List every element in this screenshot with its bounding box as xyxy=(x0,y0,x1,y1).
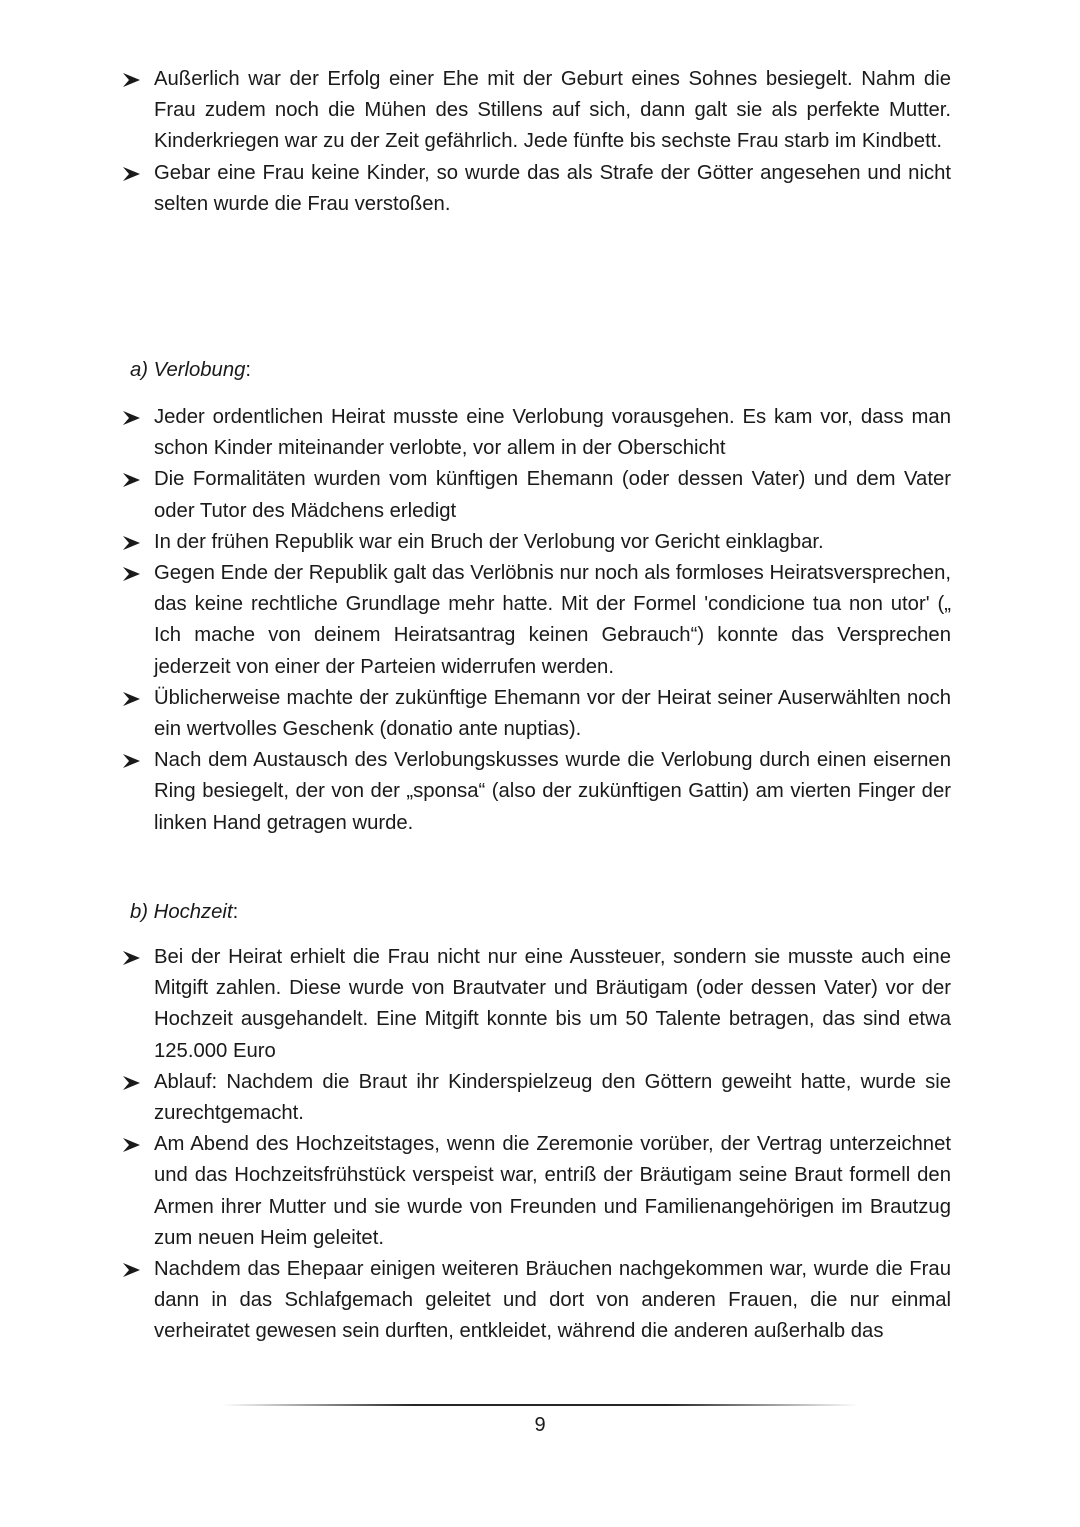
arrowhead-bullet-icon xyxy=(121,64,154,95)
list-item-text: Ablauf: Nachdem die Braut ihr Kinderspielzeug den Göttern geweiht hatte, wurde sie zurechtgemacht. xyxy=(154,1070,951,1125)
list-item-text: Außerlich war der Erfolg einer Ehe mit der Geburt eines Sohnes besiegelt. Nahm die Frau zudem noch die Mühen des Stillens auf sich, dann galt sie als perfekte Mutter. Kinderkriegen war zu der Zeit gefährlich. Jede fünfte bis sechste Frau starb im Kindbett. xyxy=(154,68,951,153)
list-item xyxy=(121,683,951,745)
list-item xyxy=(121,745,951,839)
list-item-text: Gegen Ende der Republik galt das Verlöbnis nur noch als formloses Heiratsversprechen, das keine rechtliche Grundlage mehr hatte. Mit der Formel 'condicione tua non utor' („ Ich mache von deinem Heiratsantrag keinen Gebrauch“) konnte das Versprechen jederzeit von einer der Parteien widerrufen werden. xyxy=(154,562,951,678)
list-item-text: Am Abend des Hochzeitstages, wenn die Zeremonie vorüber, der Vertrag unterzeichnet und das Hochzeitsfrühstück verspeist war, entriß der Bräutigam seine Braut formell den Armen ihrer Mutter und sie wurde von Freunden und Familienangehörigen im Brautzug zum neuen Heim geleitet. xyxy=(154,1133,951,1249)
list-item xyxy=(121,558,951,683)
list-item-text: In der frühen Republik war ein Bruch der Verlobung vor Gericht einklagbar. xyxy=(154,530,824,553)
list-item xyxy=(121,464,951,526)
list-item xyxy=(121,1129,951,1254)
list-item xyxy=(121,1067,951,1129)
list-item-text: Die Formalitäten wurden vom künftigen Ehemann (oder dessen Vater) und dem Vater oder Tutor des Mädchens erledigt xyxy=(154,468,951,522)
arrowhead-bullet-icon xyxy=(121,558,154,589)
arrowhead-bullet-icon xyxy=(121,745,154,776)
arrowhead-bullet-icon xyxy=(121,1067,154,1098)
verlobung-bullet-list xyxy=(121,402,951,839)
section-heading-label: b) Hochzeit xyxy=(130,901,233,923)
list-item xyxy=(121,64,951,158)
arrowhead-bullet-icon xyxy=(121,1129,154,1160)
arrowhead-bullet-icon xyxy=(121,402,154,433)
list-item xyxy=(121,527,951,558)
list-item-text: Jeder ordentlichen Heirat musste eine Verlobung vorausgehen. Es kam vor, dass man schon Kinder miteinander verlobte, vor allem in der Oberschicht xyxy=(154,406,951,460)
intro-bullet-list xyxy=(121,64,951,220)
section-heading-colon: : xyxy=(232,901,239,923)
section-heading-hochzeit xyxy=(130,897,238,928)
hochzeit-bullet-list xyxy=(121,942,951,1348)
section-heading-colon: : xyxy=(245,359,252,381)
page-number: 9 xyxy=(534,1414,546,1436)
list-item xyxy=(121,402,951,464)
footer-divider xyxy=(222,1404,858,1406)
list-item xyxy=(121,158,951,220)
list-item xyxy=(121,1254,951,1348)
arrowhead-bullet-icon xyxy=(121,527,154,558)
list-item-text: Nachdem das Ehepaar einigen weiteren Bräuchen nachgekommen war, wurde die Frau dann in das Schlafgemach geleitet und dort von anderen Frauen, die nur einmal verheiratet gewesen sein durften, entkleidet, während die anderen außerhalb das xyxy=(154,1258,951,1343)
list-item-text: Nach dem Austausch des Verlobungskusses wurde die Verlobung durch einen eisernen Ring besiegelt, der von der „sponsa“ (also der zukünftigen Gattin) am vierten Finger der linken Hand getragen wurde. xyxy=(154,749,951,834)
list-item-text: Üblicherweise machte der zukünftige Ehemann vor der Heirat seiner Auserwählten noch ein wertvolles Geschenk (donatio ante nuptias). xyxy=(154,686,951,741)
list-item-text: Bei der Heirat erhielt die Frau nicht nur eine Aussteuer, sondern sie musste auch eine Mitgift zahlen. Diese wurde von Brautvater und Bräutigam (oder dessen Vater) vor der Hochzeit ausgehandelt. Eine Mitgift konnte bis um 50 Talente betragen, das sind etwa 125.000 Euro xyxy=(154,946,951,1062)
section-heading-verlobung xyxy=(130,355,251,386)
arrowhead-bullet-icon xyxy=(121,1254,154,1285)
list-item xyxy=(121,942,951,1067)
arrowhead-bullet-icon xyxy=(121,942,154,973)
arrowhead-bullet-icon xyxy=(121,158,154,189)
arrowhead-bullet-icon xyxy=(121,683,154,714)
arrowhead-bullet-icon xyxy=(121,464,154,495)
section-heading-label: a) Verlobung xyxy=(130,359,246,381)
list-item-text: Gebar eine Frau keine Kinder, so wurde das als Strafe der Götter angesehen und nicht selten wurde die Frau verstoßen. xyxy=(154,161,951,215)
